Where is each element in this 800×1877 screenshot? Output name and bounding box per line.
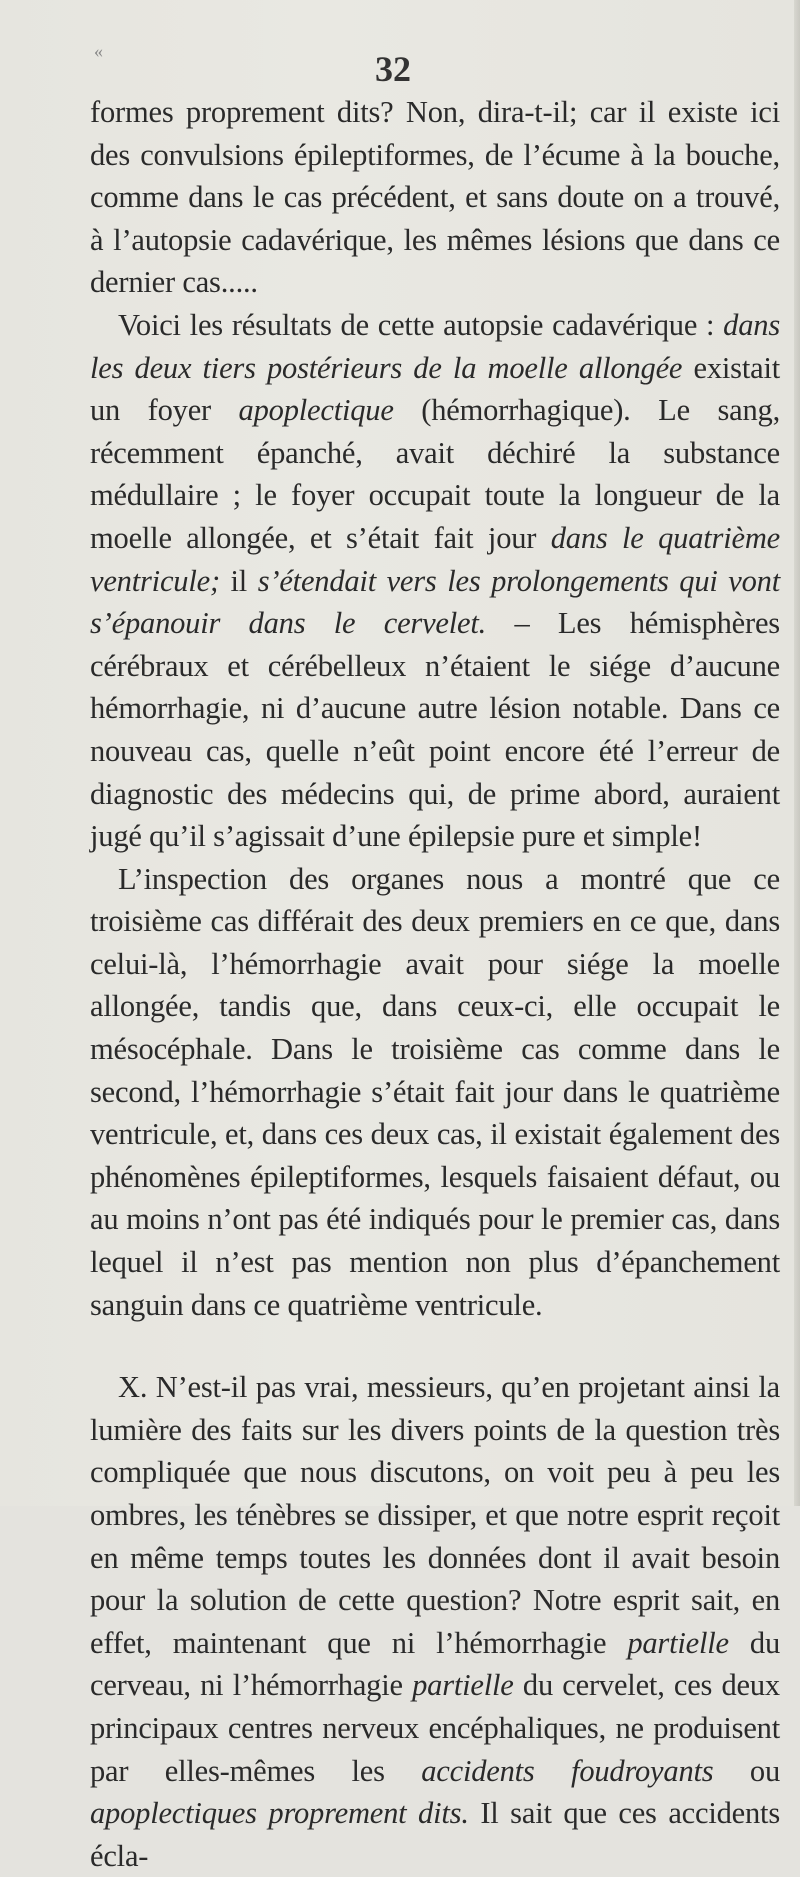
text-segment: du cervelet, ces deux principaux centres nerveux encéphaliques, ne produisent par elles-mêmes les — [90, 1668, 780, 1788]
paragraph-inspection — [90, 858, 780, 1327]
italic-text-segment: dans le quatrième ventricule; — [90, 520, 780, 598]
text-segment: ou — [713, 1753, 781, 1788]
italic-text-segment: apoplectique — [238, 393, 394, 428]
italic-text-segment: partielle — [412, 1668, 514, 1703]
text-segment: il — [219, 563, 258, 598]
stray-mark: « — [94, 41, 103, 61]
body-text — [90, 91, 780, 1877]
text-segment: existait un foyer — [90, 350, 780, 428]
italic-text-segment: apoplectiques proprement dits. — [90, 1796, 469, 1831]
italic-text-segment: dans les deux tiers postérieurs de la moelle allongée — [90, 307, 780, 385]
text-segment: X. N’est-il pas vrai, messieurs, qu’en projetant ainsi la lumière des faits sur les divers points de la question très compliquée que nous discutons, on voit peu à peu les ombres, les ténèbres se dissiper, et que notre esprit reçoit en même temps toutes les données dont il avait besoin pour la solution de cette question? Notre esprit sait, en effet, maintenant que ni l’hémorrhagie — [90, 1370, 780, 1660]
paragraph-autopsy-results — [90, 304, 780, 858]
text-segment: formes proprement dits? Non, dira-t-il; car il existe ici des convulsions épileptiformes, de l’écume à la bouche, comme dans le cas précédent, et sans doute on a trouvé, à l’autopsie cadavérique, les mêmes lésions que dans ce dernier cas..... — [90, 95, 780, 300]
text-segment: (hémorrhagique). Le sang, récemment épanché, avait déchiré la substance médullaire ; le foyer occupait toute la longueur de la moelle allongée, et s’était fait jour — [90, 393, 780, 555]
page-number: 32 — [375, 49, 411, 89]
paragraph-gap — [90, 1326, 780, 1366]
text-segment: du cerveau, ni l’hémorrhagie — [90, 1625, 780, 1703]
italic-text-segment: s’étendait vers les prolongements qui vont s’épanouir dans le cervelet. — [90, 563, 780, 641]
paragraph-section-x — [90, 1366, 780, 1877]
italic-text-segment: accidents foudroyants — [421, 1753, 714, 1788]
text-segment: – Les hémisphères cérébraux et cérébelleux n’étaient le siége d’aucune hémorrhagie, ni d’aucune autre lésion notable. Dans ce nouveau cas, quelle n’eût point encore été l’erreur de diagnostic des médecins qui, de prime abord, auraient jugé qu’il s’agissait d’une épilepsie pure et simple! — [90, 606, 780, 854]
text-segment: Voici les résultats de cette autopsie cadavérique : — [118, 307, 724, 342]
page-edge — [794, 0, 800, 1506]
paragraph-continuation — [90, 91, 780, 304]
text-segment: L’inspection des organes nous a montré que ce troisième cas différait des deux premiers en ce que, dans celui-là, l’hémorrhagie avait pour siége la moelle allongée, tandis que, dans ceux-ci, elle occupait le mésocéphale. Dans le troisième cas comme dans le second, l’hémorrhagie s’était fait jour dans le quatrième ventricule, et, dans ces deux cas, il existait également des phénomènes épileptiformes, lesquels faisaient défaut, ou au moins n’ont pas été indiqués pour le premier cas, dans lequel il n’est pas mention non plus d’épanchement sanguin dans ce quatrième ventricule. — [90, 861, 780, 1322]
italic-text-segment: partielle — [627, 1625, 729, 1660]
text-segment: Il sait que ces accidents écla- — [90, 1796, 780, 1873]
